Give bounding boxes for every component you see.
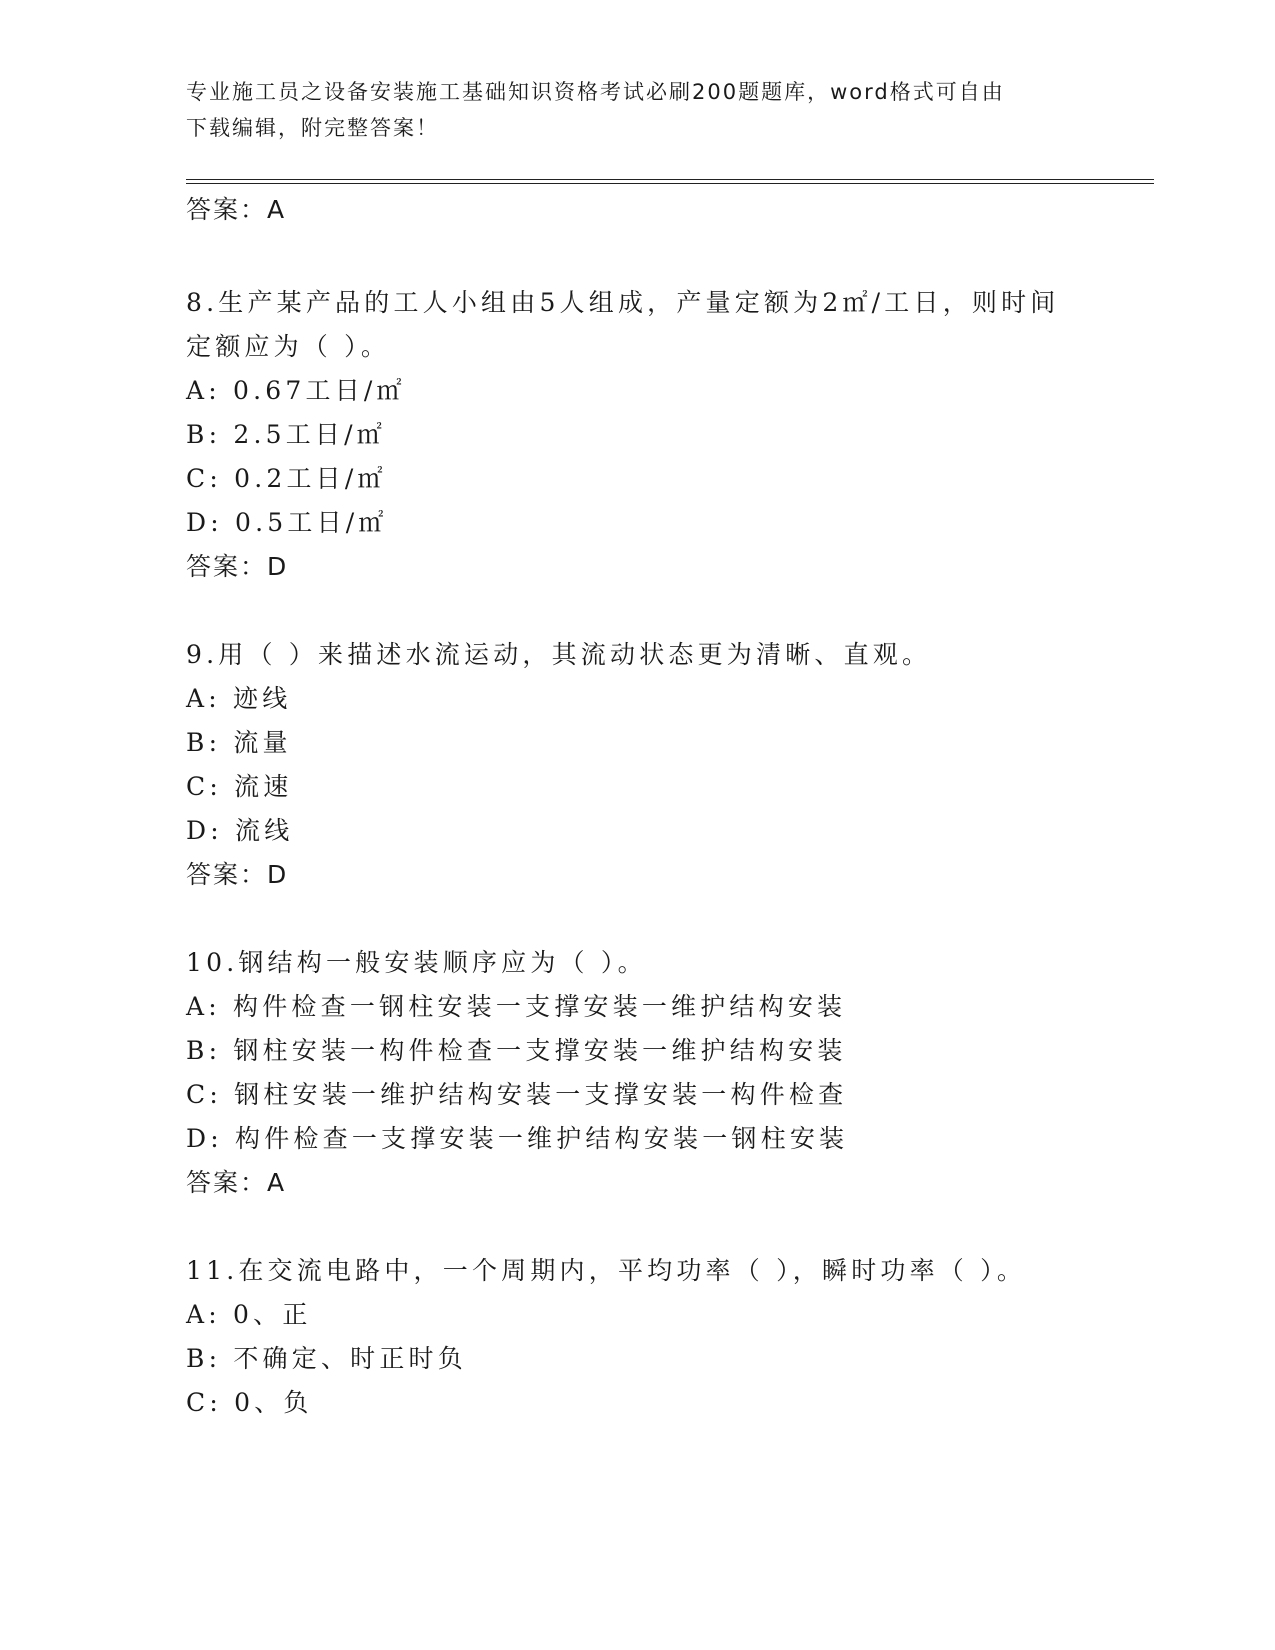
header-line-2: 下载编辑，附完整答案！: [186, 116, 439, 140]
question-10-stem-line-1: 10.钢结构一般安装顺序应为（ ）。: [186, 948, 647, 977]
question-8-option-a: A: 0.67工日/㎡: [186, 376, 406, 405]
previous-answer: 答案：A: [186, 195, 287, 224]
question-9-answer: 答案：D: [186, 860, 289, 889]
question-11-option-a: A: 0、正: [186, 1300, 312, 1329]
header-divider-bottom: [186, 183, 1154, 184]
question-10-option-a: A: 构件检查一钢柱安装一支撑安装一维护结构安装: [186, 992, 847, 1021]
question-10-answer: 答案：A: [186, 1168, 287, 1197]
question-8-stem-line-1: 8.生产某产品的工人小组由5人组成，产量定额为2㎡/工日，则时间: [186, 288, 1060, 317]
question-8-option-c: C: 0.2工日/㎡: [186, 464, 387, 493]
question-9-option-c: C: 流速: [186, 772, 293, 801]
header-line-1: 专业施工员之设备安装施工基础知识资格考试必刷200题题库，word格式可自由: [186, 80, 1005, 104]
document-header: [186, 74, 1086, 146]
question-10-option-d: D: 构件检查一支撑安装一维护结构安装一钢柱安装: [186, 1124, 849, 1153]
question-8-answer: 答案：D: [186, 552, 289, 581]
question-8-option-b: B: 2.5工日/㎡: [186, 420, 386, 449]
question-10-option-c: C: 钢柱安装一维护结构安装一支撑安装一构件检查: [186, 1080, 848, 1109]
question-9-option-d: D: 流线: [186, 816, 294, 845]
question-11-stem-line-1: 11.在交流电路中，一个周期内，平均功率（ ），瞬时功率（ ）。: [186, 1256, 1027, 1285]
question-9-option-b: B: 流量: [186, 728, 292, 757]
header-divider-top: [186, 179, 1154, 180]
question-8-stem-line-2: 定额应为（ ）。: [186, 332, 391, 361]
question-11-option-c: C: 0、负: [186, 1388, 313, 1417]
question-10-option-b: B: 钢柱安装一构件检查一支撑安装一维护结构安装: [186, 1036, 847, 1065]
question-9-option-a: A: 迹线: [186, 684, 292, 713]
question-9-stem-line-1: 9.用（ ）来描述水流运动，其流动状态更为清晰、直观。: [186, 640, 932, 669]
question-8-option-d: D: 0.5工日/㎡: [186, 508, 388, 537]
question-11-option-b: B: 不确定、时正时负: [186, 1344, 467, 1373]
